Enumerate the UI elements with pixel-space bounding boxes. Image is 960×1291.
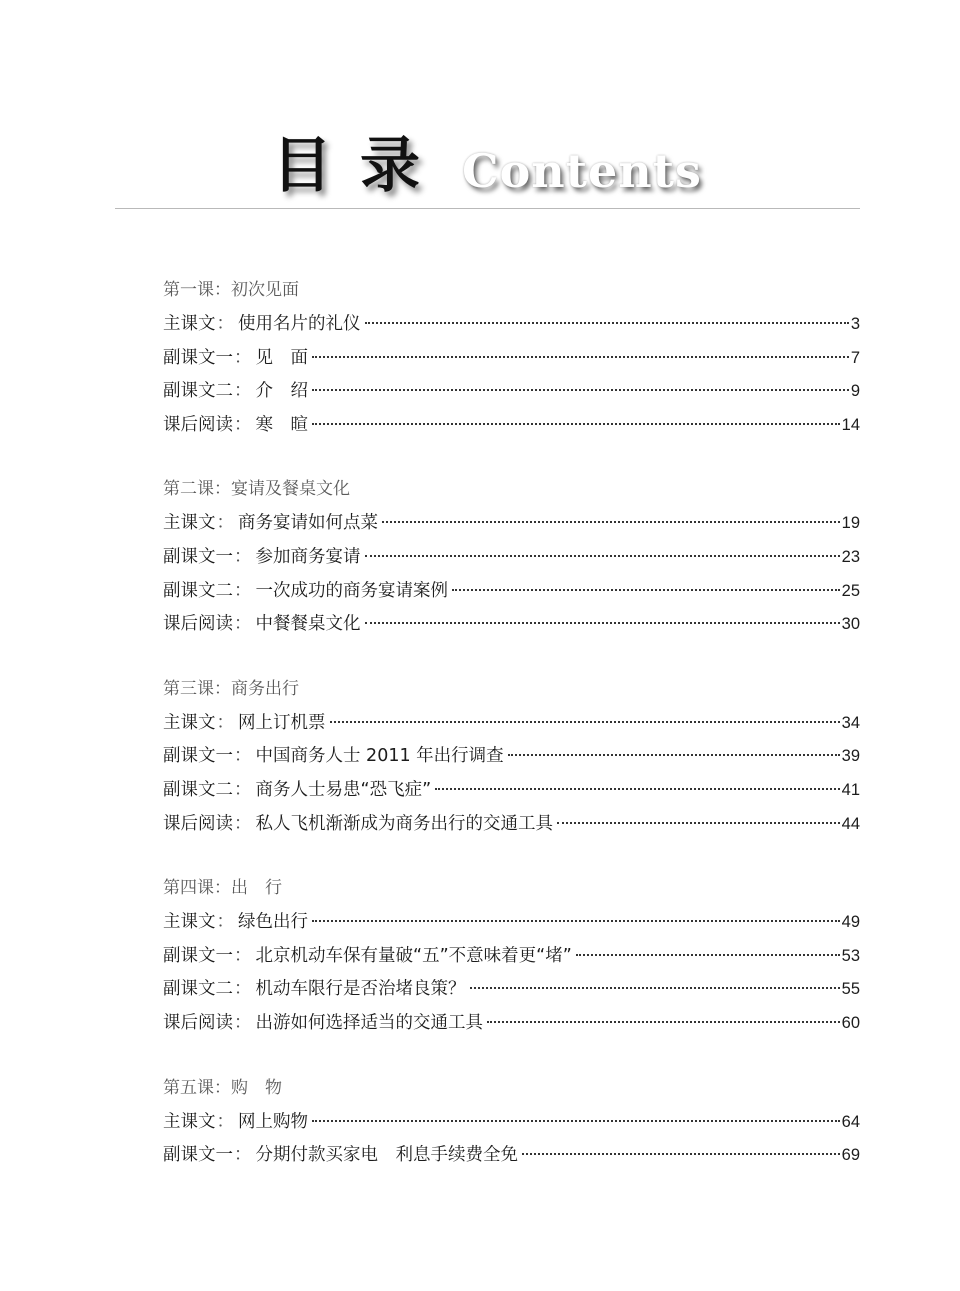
colon-separator: ： xyxy=(214,479,231,500)
colon-separator: ： xyxy=(234,381,252,402)
entry-title: 使用名片的礼仪 xyxy=(238,314,361,334)
entry-label: 副课文一 xyxy=(163,945,233,966)
entry-label: 主课文 xyxy=(163,1111,216,1132)
entry-title: 商务人士易患“恐飞症” xyxy=(255,779,432,800)
colon-separator: ： xyxy=(216,712,234,733)
entry-title: 网上订机票 xyxy=(238,712,326,733)
dot-leader xyxy=(312,423,840,425)
entry-label: 副课文一 xyxy=(163,546,233,567)
entry-label: 主课文 xyxy=(163,314,216,334)
toc-entry[interactable] xyxy=(163,308,860,342)
toc-entry[interactable] xyxy=(163,973,860,1007)
colon-separator: ： xyxy=(234,1145,252,1166)
colon-separator: ： xyxy=(216,513,234,534)
page-number: 14 xyxy=(841,415,860,434)
toc-section xyxy=(163,674,860,841)
page-number: 19 xyxy=(841,514,860,533)
toc-section xyxy=(163,873,860,1040)
colon-separator: ： xyxy=(214,280,231,300)
page-number: 64 xyxy=(841,1112,860,1131)
toc-entry[interactable] xyxy=(163,808,860,842)
page-number: 9 xyxy=(850,382,860,401)
colon-separator: ： xyxy=(214,678,231,699)
toc-section xyxy=(163,1073,860,1173)
dot-leader xyxy=(470,987,840,989)
toc-entry[interactable] xyxy=(163,906,860,940)
entry-label: 主课文 xyxy=(163,912,216,933)
entry-title: 中餐餐桌文化 xyxy=(255,614,361,635)
page-number: 60 xyxy=(841,1013,860,1032)
lesson-title: 商务出行 xyxy=(231,678,299,699)
entry-title: 网上购物 xyxy=(238,1111,308,1132)
entry-label: 主课文 xyxy=(163,712,216,733)
page-number: 23 xyxy=(841,547,860,566)
entry-title: 商务宴请如何点菜 xyxy=(238,513,378,534)
entry-title: 中国商务人士 2011 年出行调查 xyxy=(255,746,504,767)
colon-separator: ： xyxy=(234,979,252,1000)
page-number: 44 xyxy=(841,814,860,833)
entry-label: 副课文二 xyxy=(163,580,233,601)
entry-title: 北京机动车保有量破“五”不意味着更“堵” xyxy=(255,945,572,966)
entry-title: 介 绍 xyxy=(255,381,308,402)
entry-label: 课后阅读 xyxy=(163,414,233,435)
lesson-heading xyxy=(163,474,860,504)
dot-leader xyxy=(365,622,840,624)
page-number: 7 xyxy=(850,348,860,367)
entry-label: 副课文二 xyxy=(163,779,233,800)
page-number: 25 xyxy=(841,581,860,600)
colon-separator: ： xyxy=(234,746,252,767)
colon-separator: ： xyxy=(234,347,252,368)
toc-entry[interactable] xyxy=(163,575,860,609)
dot-leader xyxy=(312,389,849,391)
colon-separator: ： xyxy=(214,878,231,899)
dot-leader xyxy=(508,754,840,756)
toc-entry[interactable] xyxy=(163,1106,860,1140)
lesson-title: 宴请及餐桌文化 xyxy=(231,479,350,500)
toc-entry[interactable] xyxy=(163,940,860,974)
toc-section xyxy=(163,474,860,641)
entry-label: 课后阅读 xyxy=(163,813,233,834)
lesson-label: 第一课 xyxy=(163,280,214,300)
page-number: 30 xyxy=(841,615,860,634)
toc-entry[interactable] xyxy=(163,740,860,774)
title-chinese-char-1: 目 xyxy=(272,131,332,201)
colon-separator: ： xyxy=(234,614,252,635)
colon-separator: ： xyxy=(214,1077,231,1098)
dot-leader xyxy=(435,788,840,790)
page-number: 69 xyxy=(841,1146,860,1165)
colon-separator: ： xyxy=(216,912,234,933)
lesson-title: 初次见面 xyxy=(231,280,299,300)
lesson-label: 第五课 xyxy=(163,1077,214,1098)
dot-leader xyxy=(312,356,849,358)
lesson-heading xyxy=(163,873,860,903)
toc-entry[interactable] xyxy=(163,375,860,409)
entry-title: 参加商务宴请 xyxy=(255,546,361,567)
dot-leader xyxy=(576,954,840,956)
entry-label: 副课文二 xyxy=(163,979,233,1000)
entry-title: 出游如何选择适当的交通工具 xyxy=(255,1012,483,1033)
toc-entry[interactable] xyxy=(163,774,860,808)
entry-title: 分期付款买家电 利息手续费全免 xyxy=(255,1145,518,1166)
lesson-heading xyxy=(163,1073,860,1103)
entry-label: 副课文一 xyxy=(163,347,233,368)
colon-separator: ： xyxy=(216,314,234,334)
lesson-label: 第二课 xyxy=(163,479,214,500)
dot-leader xyxy=(365,555,840,557)
page-number: 34 xyxy=(841,713,860,732)
colon-separator: ： xyxy=(234,945,252,966)
entry-label: 副课文一 xyxy=(163,746,233,767)
dot-leader xyxy=(382,521,840,523)
entry-label: 课后阅读 xyxy=(163,614,233,635)
lesson-label: 第四课 xyxy=(163,878,214,899)
dot-leader xyxy=(365,322,849,324)
page-number: 3 xyxy=(850,315,860,333)
dot-leader xyxy=(557,822,840,824)
toc-entry[interactable] xyxy=(163,507,860,541)
colon-separator: ： xyxy=(234,414,252,435)
table-of-contents xyxy=(163,275,860,1205)
dot-leader xyxy=(312,1120,840,1122)
colon-separator: ： xyxy=(234,546,252,567)
entry-title: 绿色出行 xyxy=(238,912,308,933)
lesson-label: 第三课 xyxy=(163,678,214,699)
header-divider xyxy=(115,208,860,209)
entry-label: 主课文 xyxy=(163,513,216,534)
toc-entry[interactable] xyxy=(163,409,860,443)
toc-entry[interactable] xyxy=(163,541,860,575)
entry-title: 机动车限行是否治堵良策？ xyxy=(255,979,466,1000)
toc-entry[interactable] xyxy=(163,1007,860,1041)
toc-entry[interactable] xyxy=(163,608,860,642)
toc-entry[interactable] xyxy=(163,1139,860,1173)
page-number: 49 xyxy=(841,913,860,932)
page-number: 39 xyxy=(841,747,860,766)
lesson-title: 出 行 xyxy=(231,878,282,899)
lesson-heading xyxy=(163,674,860,704)
colon-separator: ： xyxy=(234,779,252,800)
dot-leader xyxy=(312,920,840,922)
page-number: 55 xyxy=(841,980,860,999)
entry-title: 私人飞机渐渐成为商务出行的交通工具 xyxy=(255,813,553,834)
dot-leader xyxy=(452,589,840,591)
colon-separator: ： xyxy=(234,1012,252,1033)
colon-separator: ： xyxy=(216,1111,234,1132)
title-english: Contents xyxy=(462,144,702,198)
entry-label: 课后阅读 xyxy=(163,1012,233,1033)
dot-leader xyxy=(487,1021,840,1023)
lesson-heading xyxy=(163,275,860,305)
title-chinese-char-2: 录 xyxy=(360,131,420,201)
toc-section xyxy=(163,275,860,442)
toc-entry[interactable] xyxy=(163,707,860,741)
entry-title: 寒 暄 xyxy=(255,414,308,435)
colon-separator: ： xyxy=(234,580,252,601)
entry-title: 见 面 xyxy=(255,347,308,368)
entry-title: 一次成功的商务宴请案例 xyxy=(255,580,448,601)
page-number: 41 xyxy=(841,780,860,799)
toc-entry[interactable] xyxy=(163,342,860,376)
page-header xyxy=(0,130,960,210)
page-number: 53 xyxy=(841,946,860,965)
lesson-title: 购 物 xyxy=(231,1077,282,1098)
entry-label: 副课文一 xyxy=(163,1145,233,1166)
dot-leader xyxy=(330,721,840,723)
dot-leader xyxy=(522,1153,840,1155)
colon-separator: ： xyxy=(234,813,252,834)
entry-label: 副课文二 xyxy=(163,381,233,402)
